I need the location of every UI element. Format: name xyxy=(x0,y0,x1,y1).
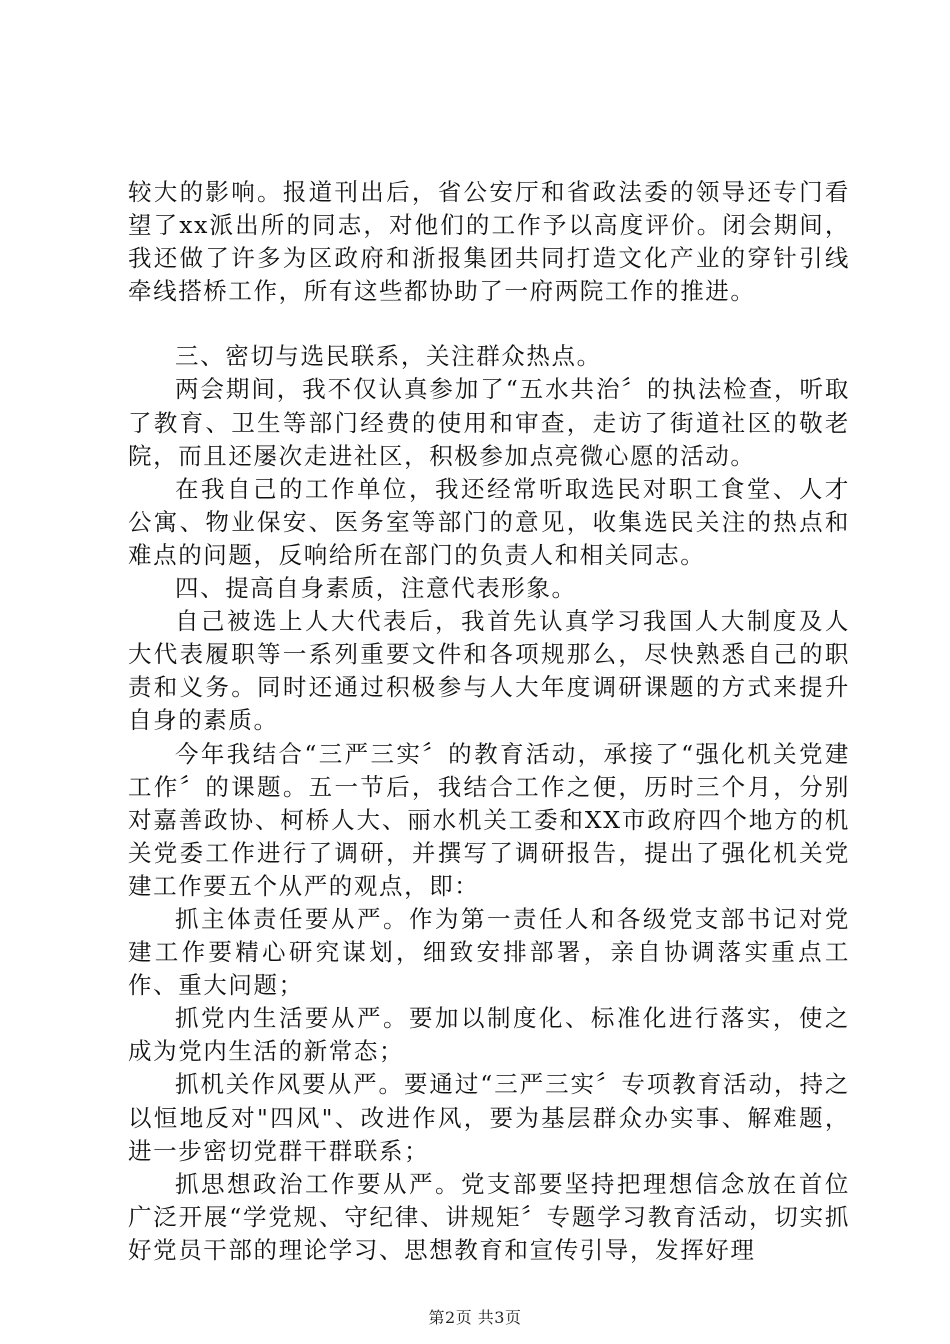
page-number-footer: 第2页 共3页 xyxy=(428,1308,522,1327)
document-body xyxy=(128,176,850,1267)
paragraph: 两会期间，我不仅认真参加了“五水共治〞的执法检查，听取了教育、卫生等部门经费的使用和审查，走访了街道社区的敬老院，而且还屡次走进社区，积极参加点亮微心愿的活动。 xyxy=(128,375,850,470)
paragraph: 在我自己的工作单位，我还经常听取选民对职工食堂、人才公寓、物业保安、医务室等部门的意见，收集选民关注的热点和难点的问题，反响给所在部门的负责人和相关同志。 xyxy=(128,474,850,569)
list-item-paragraph: 抓党内生活要从严。要加以制度化、标准化进行落实，使之成为党内生活的新常态； xyxy=(128,1004,850,1066)
list-item-paragraph: 抓主体责任要从严。作为第一责任人和各级党支部书记对党建工作要精心研究谋划，细致安排部署，亲自协调落实重点工作、重大问题； xyxy=(128,904,850,1000)
section-heading-3: 三、密切与选民联系，关注群众热点。 xyxy=(175,342,602,371)
paragraph-continuation: 较大的影响。报道刊出后，省公安厅和省政法委的领导还专门看望了xx派出所的同志，对他们的工作予以高度评价。闭会期间，我还做了许多为区政府和浙报集团共同打造文化产业的穿针引线牵线搭桥工作，所有这些都协助了一府两院工作的推进。 xyxy=(128,178,850,306)
list-item-paragraph: 抓机关作风要从严。要通过“三严三实〞专项教育活动，持之以恒地反对"四风"、改进作风，要为基层群众办实事、解难题，进一步密切党群干群联系； xyxy=(128,1070,850,1165)
paragraph: 今年我结合“三严三实〞的教育活动，承接了“强化机关党建工作〞的课题。五一节后，我结合工作之便，历时三个月，分别对嘉善政协、柯桥人大、丽水机关工委和XX市政府四个地方的机关党委工作进行了调研，并撰写了调研报告，提出了强化机关党建工作要五个从严的观点，即： xyxy=(128,739,850,900)
section-heading-4: 四、提高自身素质，注意代表形象。 xyxy=(175,574,577,603)
paragraph: 自己被选上人大代表后，我首先认真学习我国人大制度及人大代表履职等一系列重要文件和各项规那么，尽快熟悉自己的职责和义务。同时还通过积极参与人大年度调研课题的方式来提升自身的素质。 xyxy=(128,607,850,735)
list-item-paragraph: 抓思想政治工作要从严。党支部要坚持把理想信念放在首位广泛开展“学党规、守纪律、讲规矩〞专题学习教育活动，切实抓好党员干部的理论学习、思想教育和宣传引导，发挥好理 xyxy=(128,1169,850,1264)
